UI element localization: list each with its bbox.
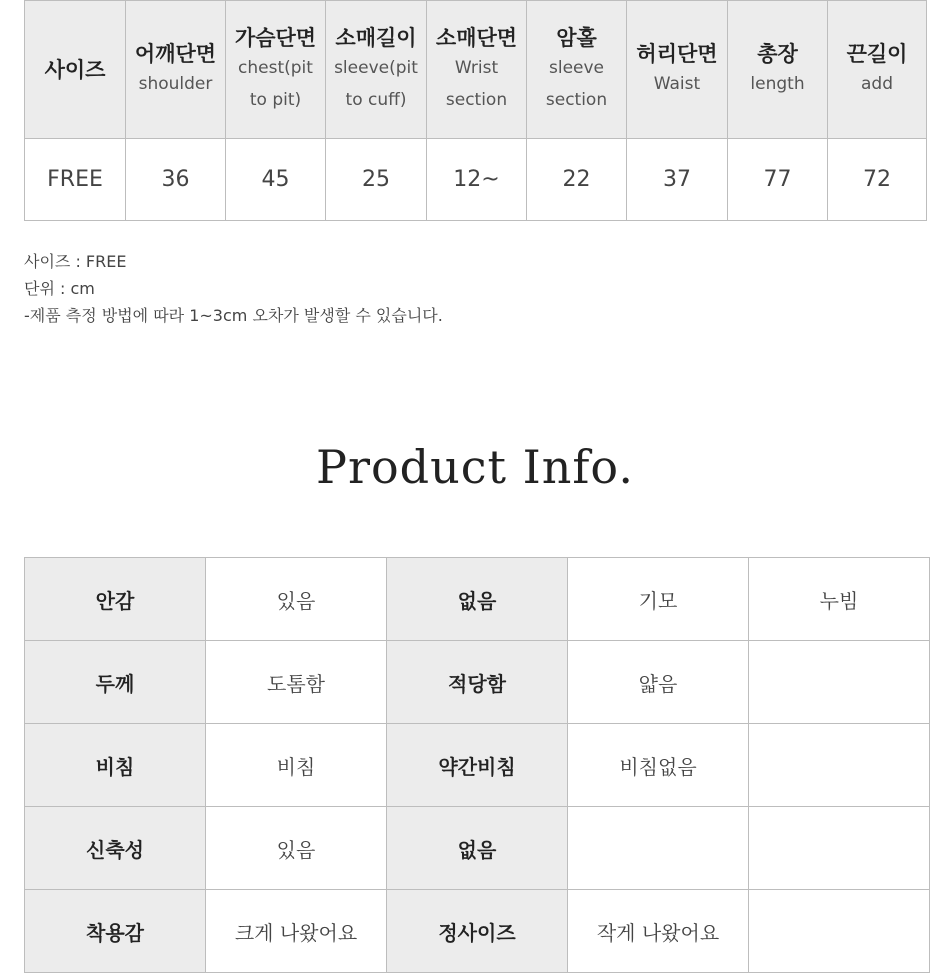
size-header-wrist: 소매단면 Wrist section	[427, 1, 527, 139]
size-table-header-row	[25, 1, 927, 139]
info-label-lining: 안감	[25, 558, 206, 641]
info-label-thickness: 두께	[25, 641, 206, 724]
info-cell: 기모	[568, 558, 749, 641]
size-value-strap: 72	[828, 139, 927, 221]
note-measurement-disclaimer: -제품 측정 방법에 따라 1~3cm 오차가 발생할 수 있습니다.	[24, 306, 443, 325]
size-value-length: 77	[728, 139, 828, 221]
info-cell-highlight: 적당함	[387, 641, 568, 724]
info-cell	[749, 807, 930, 890]
info-label-sheerness: 비침	[25, 724, 206, 807]
size-header-shoulder: 어깨단면 shoulder	[126, 1, 226, 139]
size-value-wrist: 12~	[427, 139, 527, 221]
product-info-table	[24, 557, 930, 973]
info-cell: 얇음	[568, 641, 749, 724]
info-cell: 비침없음	[568, 724, 749, 807]
size-header-size: 사이즈	[25, 1, 126, 139]
info-row-stretch	[25, 807, 930, 890]
info-cell-highlight: 없음	[387, 558, 568, 641]
info-cell-highlight: 약간비침	[387, 724, 568, 807]
size-header-waist: 허리단면 Waist	[627, 1, 728, 139]
size-value-waist: 37	[627, 139, 728, 221]
size-table	[24, 0, 927, 221]
product-info-title: Product Info.	[316, 440, 634, 494]
size-value-shoulder: 36	[126, 139, 226, 221]
info-cell	[749, 724, 930, 807]
info-cell	[568, 807, 749, 890]
info-row-lining	[25, 558, 930, 641]
size-value-size: FREE	[25, 139, 126, 221]
size-table-value-row	[25, 139, 927, 221]
info-cell: 작게 나왔어요	[568, 890, 749, 973]
size-header-strap: 끈길이 add	[828, 1, 927, 139]
info-cell: 도톰함	[206, 641, 387, 724]
info-label-stretch: 신축성	[25, 807, 206, 890]
size-value-armhole: 22	[527, 139, 627, 221]
size-header-chest: 가슴단면 chest(pit to pit)	[226, 1, 326, 139]
size-value-chest: 45	[226, 139, 326, 221]
size-header-length: 총장 length	[728, 1, 828, 139]
info-cell: 비침	[206, 724, 387, 807]
info-cell: 있음	[206, 807, 387, 890]
info-label-fit: 착용감	[25, 890, 206, 973]
note-unit: 단위 : cm	[24, 279, 95, 298]
info-cell-highlight: 정사이즈	[387, 890, 568, 973]
size-value-sleeve: 25	[326, 139, 427, 221]
info-cell: 누빔	[749, 558, 930, 641]
info-row-sheerness	[25, 724, 930, 807]
info-cell: 있음	[206, 558, 387, 641]
info-cell: 크게 나왔어요	[206, 890, 387, 973]
size-header-sleeve: 소매길이 sleeve(pit to cuff)	[326, 1, 427, 139]
info-cell	[749, 890, 930, 973]
size-header-armhole: 암홀 sleeve section	[527, 1, 627, 139]
info-cell	[749, 641, 930, 724]
info-row-thickness	[25, 641, 930, 724]
info-cell-highlight: 없음	[387, 807, 568, 890]
size-notes	[24, 248, 443, 329]
note-size: 사이즈 : FREE	[24, 252, 127, 271]
info-row-fit	[25, 890, 930, 973]
